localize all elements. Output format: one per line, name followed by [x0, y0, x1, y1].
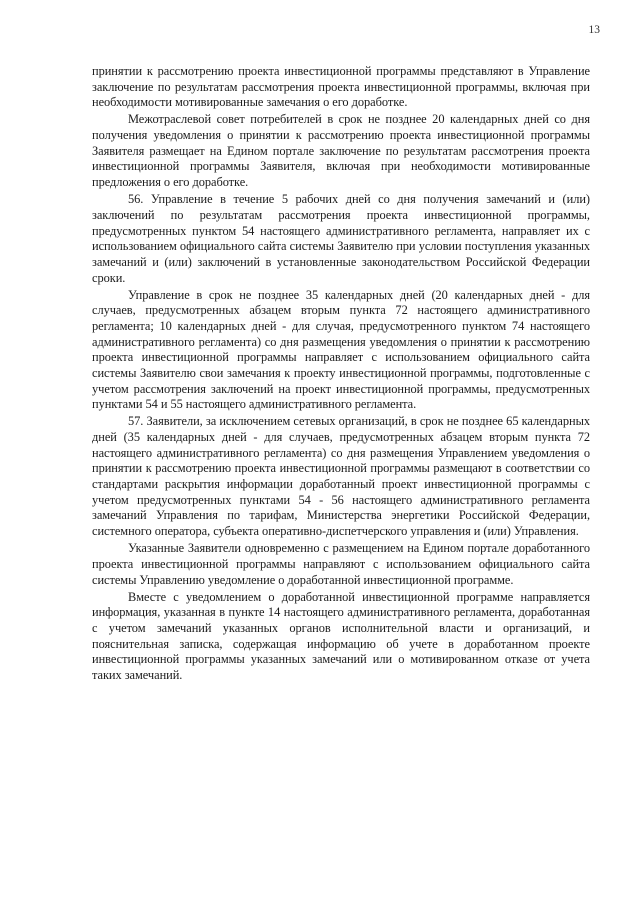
paragraph-management-remarks: Управление в срок не позднее 35 календарных дней (20 календарных дней - для случаев, предусмотренных абзацем вторым пункта 72 настоящего административного регламента; 10 календарных дней - для случая, предусмотренного пунктом 74 настоящего административного регламента) со дня размещения уведомления о принятии к рассмотрению проекта инвестиционной программы направляет с использованием официального сайта системы Заявителю свои замечания к проекту инвестиционной программы, подготовленные с учетом рассмотрения заключений на проект инвестиционной программы, предусмотренных пунктами 54 и 55 настоящего административного регламента.: [92, 287, 590, 412]
paragraph-consumer-council: Межотраслевой совет потребителей в срок не позднее 20 календарных дней со дня получения уведомления о принятии к рассмотрению проекта инвестиционной программы Заявителя размещает на Едином портале заключение по результатам рассмотрения проекта инвестиционной программы Заявителя, включая при необходимости мотивированные предложения о его доработке.: [92, 112, 590, 190]
paragraph-57: 57. Заявители, за исключением сетевых организаций, в срок не позднее 65 календарных дней (35 календарных дней - для случаев, предусмотренных абзацем вторым пункта 72 настоящего административного регламента) со дня размещения Управлением уведомления о принятии к рассмотрению проекта инвестиционной программы размещают в соответствии со стандартами раскрытия информации доработанный проект инвестиционной программы с учетом предусмотренных пунктами 54 - 56 настоящего административного регламента замечаний Управления по тарифам, Министерства энергетики Российской Федерации, системного оператора, субъекта оперативно-диспетчерского управления и (или) Управления.: [92, 414, 590, 539]
paragraph-56: 56. Управление в течение 5 рабочих дней со дня получения замечаний и (или) заключений по результатам рассмотрения проекта инвестиционной программы, предусмотренных пунктом 54 настоящего административного регламента, направляет их с использованием официального сайта системы Заявителю при условии поступления указанных замечаний и (или) заключений в установленные законодательством Российской Федерации сроки.: [92, 192, 590, 285]
paragraph-accompanying-information: Вместе с уведомлением о доработанной инвестиционной программе направляется информация, указанная в пункте 14 настоящего административного регламента, доработанная с учетом замечаний указанных органов исполнительной власти и организаций, и пояснительная записка, содержащая информацию об учете в доработанном проекте инвестиционной программы указанных замечаний или о мотивированном отказе от учета таких замечаний.: [92, 589, 590, 682]
paragraph-continuation: принятии к рассмотрению проекта инвестиционной программы представляют в Управление заключение по результатам рассмотрения проекта инвестиционной программы, включая при необходимости мотивированные замечания о его доработке.: [92, 64, 590, 110]
page-number: 13: [588, 24, 600, 36]
document-body: [92, 64, 590, 685]
paragraph-applicants-notification: Указанные Заявители одновременно с размещением на Едином портале доработанного проекта инвестиционной программы направляют с использованием официального сайта системы Управлению уведомление о доработанной инвестиционной программе.: [92, 541, 590, 587]
